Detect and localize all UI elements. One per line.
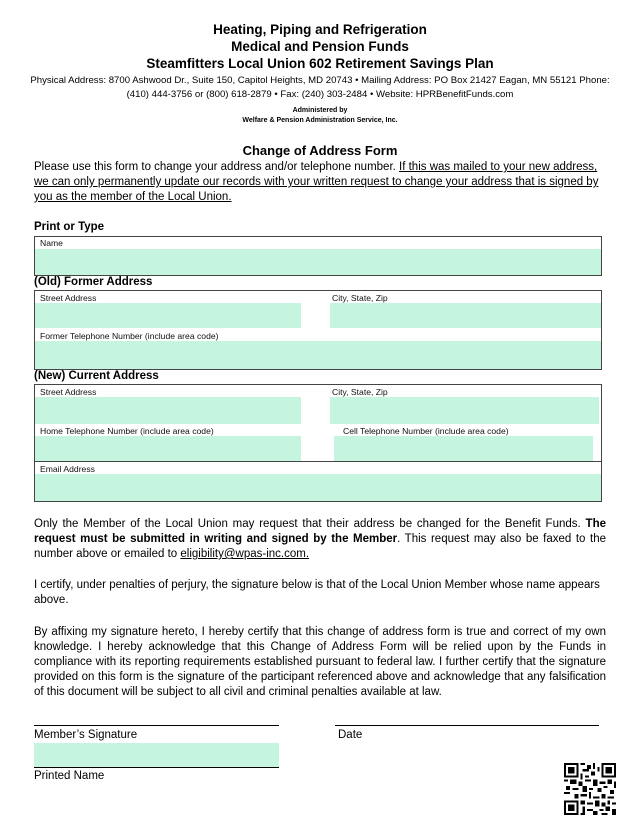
cell-phone-input[interactable] <box>334 436 593 462</box>
new-city-input[interactable] <box>330 397 599 424</box>
old-address-heading: (Old) Former Address <box>34 276 153 288</box>
address-line-2: (410) 444-3756 or (800) 618-2879 • Fax: (240) 303-2484 • Website: HPRBenefitFunds.com <box>126 89 514 100</box>
fund-name-line-3: Steamfitters Local Union 602 Retirement Savings Plan <box>146 56 494 71</box>
old-address-box <box>34 290 602 370</box>
old-street-input[interactable] <box>35 303 301 328</box>
notice-part-3: . This request may also be faxed to the number above or emailed to <box>34 533 606 560</box>
new-city-label: City, State, Zip <box>332 387 388 397</box>
intro-underlined: If this was mailed to your new address, we can only permanently update our records with your written request to change your address that is signed by you as the member of the Local Union. <box>34 161 599 203</box>
notice-part-1: Only the Member of the Local Union may request that their address be changed for the Benefit Funds. <box>34 518 586 530</box>
intro-plain: Please use this form to change your address and/or telephone number. <box>34 161 400 173</box>
member-signature-label: Member’s Signature <box>34 729 138 741</box>
new-street-label: Street Address <box>40 387 97 397</box>
old-city-label: City, State, Zip <box>332 293 388 303</box>
home-phone-label: Home Telephone Number (include area code) <box>40 426 214 436</box>
new-address-box <box>34 384 602 502</box>
printed-name-label: Printed Name <box>34 770 105 782</box>
print-heading: Print or Type <box>34 221 105 233</box>
old-phone-input[interactable] <box>35 341 601 369</box>
email-divider <box>35 461 601 462</box>
email-label: Email Address <box>40 464 95 474</box>
certify-paragraph: I certify, under penalties of perjury, the signature below is that of the Local Union Member whose name appears above. <box>34 579 600 606</box>
notice-part-2: The request must be submitted in writing and signed by the Member <box>34 518 606 545</box>
name-field-box <box>34 236 602 276</box>
name-input[interactable] <box>35 249 601 275</box>
old-phone-label: Former Telephone Number (include area code) <box>40 331 219 341</box>
name-label: Name <box>40 238 63 248</box>
printed-name-input[interactable] <box>34 743 279 767</box>
fund-name-line-1: Heating, Piping and Refrigeration <box>213 22 427 37</box>
old-street-label: Street Address <box>40 293 97 303</box>
form-title: Change of Address Form <box>242 143 398 158</box>
notice-paragraph <box>34 517 606 562</box>
administrator-name: Welfare & Pension Administration Service, Inc. <box>242 117 398 124</box>
new-street-input[interactable] <box>35 397 301 424</box>
affirmation-paragraph: By affixing my signature hereto, I hereby certify that this change of address form is true and correct of my own knowledge. I hereby acknowledge that this Change of Address Form will be relied upon by the Funds in compliance with its reporting requirements established pursuant to federal law. I further certify that the signature provided on this form is the signature of the participant referenced above and acknowledge that any falsification of this document will be subject to all civil and criminal penalties available at law. <box>34 626 606 698</box>
new-address-heading: (New) Current Address <box>34 370 159 382</box>
old-city-input[interactable] <box>330 303 601 328</box>
intro-paragraph <box>34 160 606 205</box>
home-phone-input[interactable] <box>35 436 301 462</box>
date-label: Date <box>338 729 363 741</box>
address-line-1: Physical Address: 8700 Ashwood Dr., Suite 150, Capitol Heights, MD 20743 • Mailing Address: PO Box 21427 Eagan, MN 55121 Phone: <box>30 75 610 86</box>
qr-code-icon <box>564 763 616 815</box>
email-input[interactable] <box>35 474 601 501</box>
member-signature-line[interactable] <box>34 725 279 726</box>
printed-name-line <box>34 767 279 768</box>
notice-email-link[interactable]: eligibility@wpas-inc.com. <box>180 548 310 560</box>
cell-phone-label: Cell Telephone Number (include area code) <box>343 426 509 436</box>
date-line[interactable] <box>335 725 599 726</box>
administered-by: Administered by <box>292 107 348 114</box>
fund-name-line-2: Medical and Pension Funds <box>231 39 409 54</box>
